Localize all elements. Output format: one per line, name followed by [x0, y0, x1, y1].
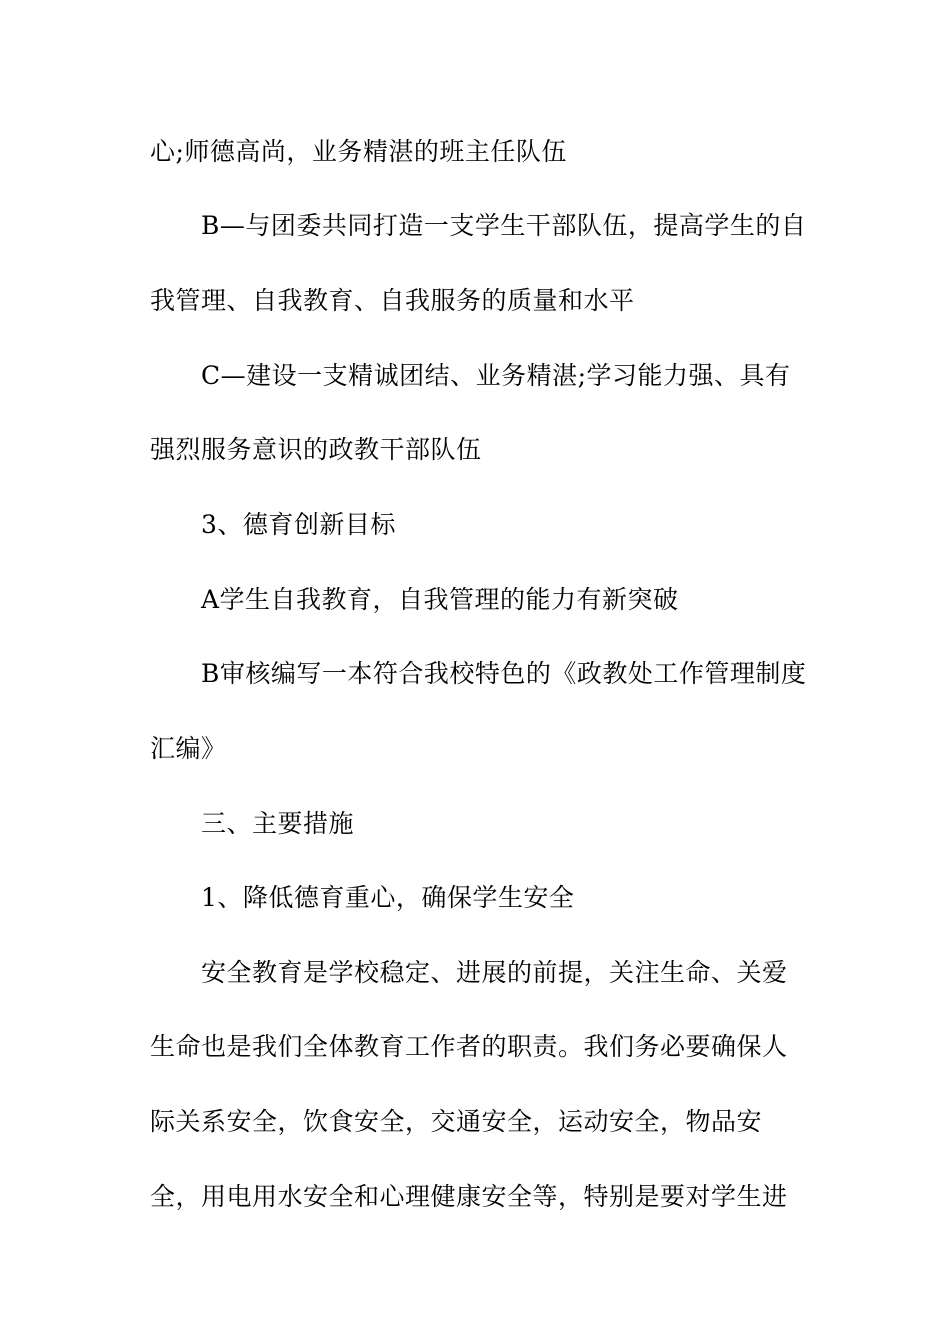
text-line: 强烈服务意识的政教干部队伍 [150, 435, 482, 464]
text-line: 我管理、自我教育、自我服务的质量和水平 [150, 286, 635, 315]
section-heading: 1、降低德育重心，确保学生安全 [201, 883, 575, 912]
text-line: 汇编》 [150, 734, 227, 763]
text-line: B—与团委共同打造一支学生干部队伍，提高学生的自 [201, 211, 807, 240]
text-line: 安全教育是学校稳定、进展的前提，关注生命、关爱 [201, 958, 788, 987]
text-line: C—建设一支精诚团结、业务精湛;学习能力强、具有 [201, 361, 791, 390]
text-line: 际关系安全，饮食安全，交通安全，运动安全，物品安 [150, 1107, 763, 1136]
text-line: A学生自我教育，自我管理的能力有新突破 [201, 585, 679, 614]
text-line: B审核编写一本符合我校特色的《政教处工作管理制度 [201, 659, 807, 688]
text-line: 生命也是我们全体教育工作者的职责。我们务必要确保人 [150, 1032, 788, 1061]
text-line: 心;师德高尚，业务精湛的班主任队伍 [150, 137, 567, 166]
section-heading: 3、德育创新目标 [201, 510, 396, 539]
text-line: 全，用电用水安全和心理健康安全等，特别是要对学生进 [150, 1182, 788, 1211]
section-heading: 三、主要措施 [201, 809, 355, 838]
